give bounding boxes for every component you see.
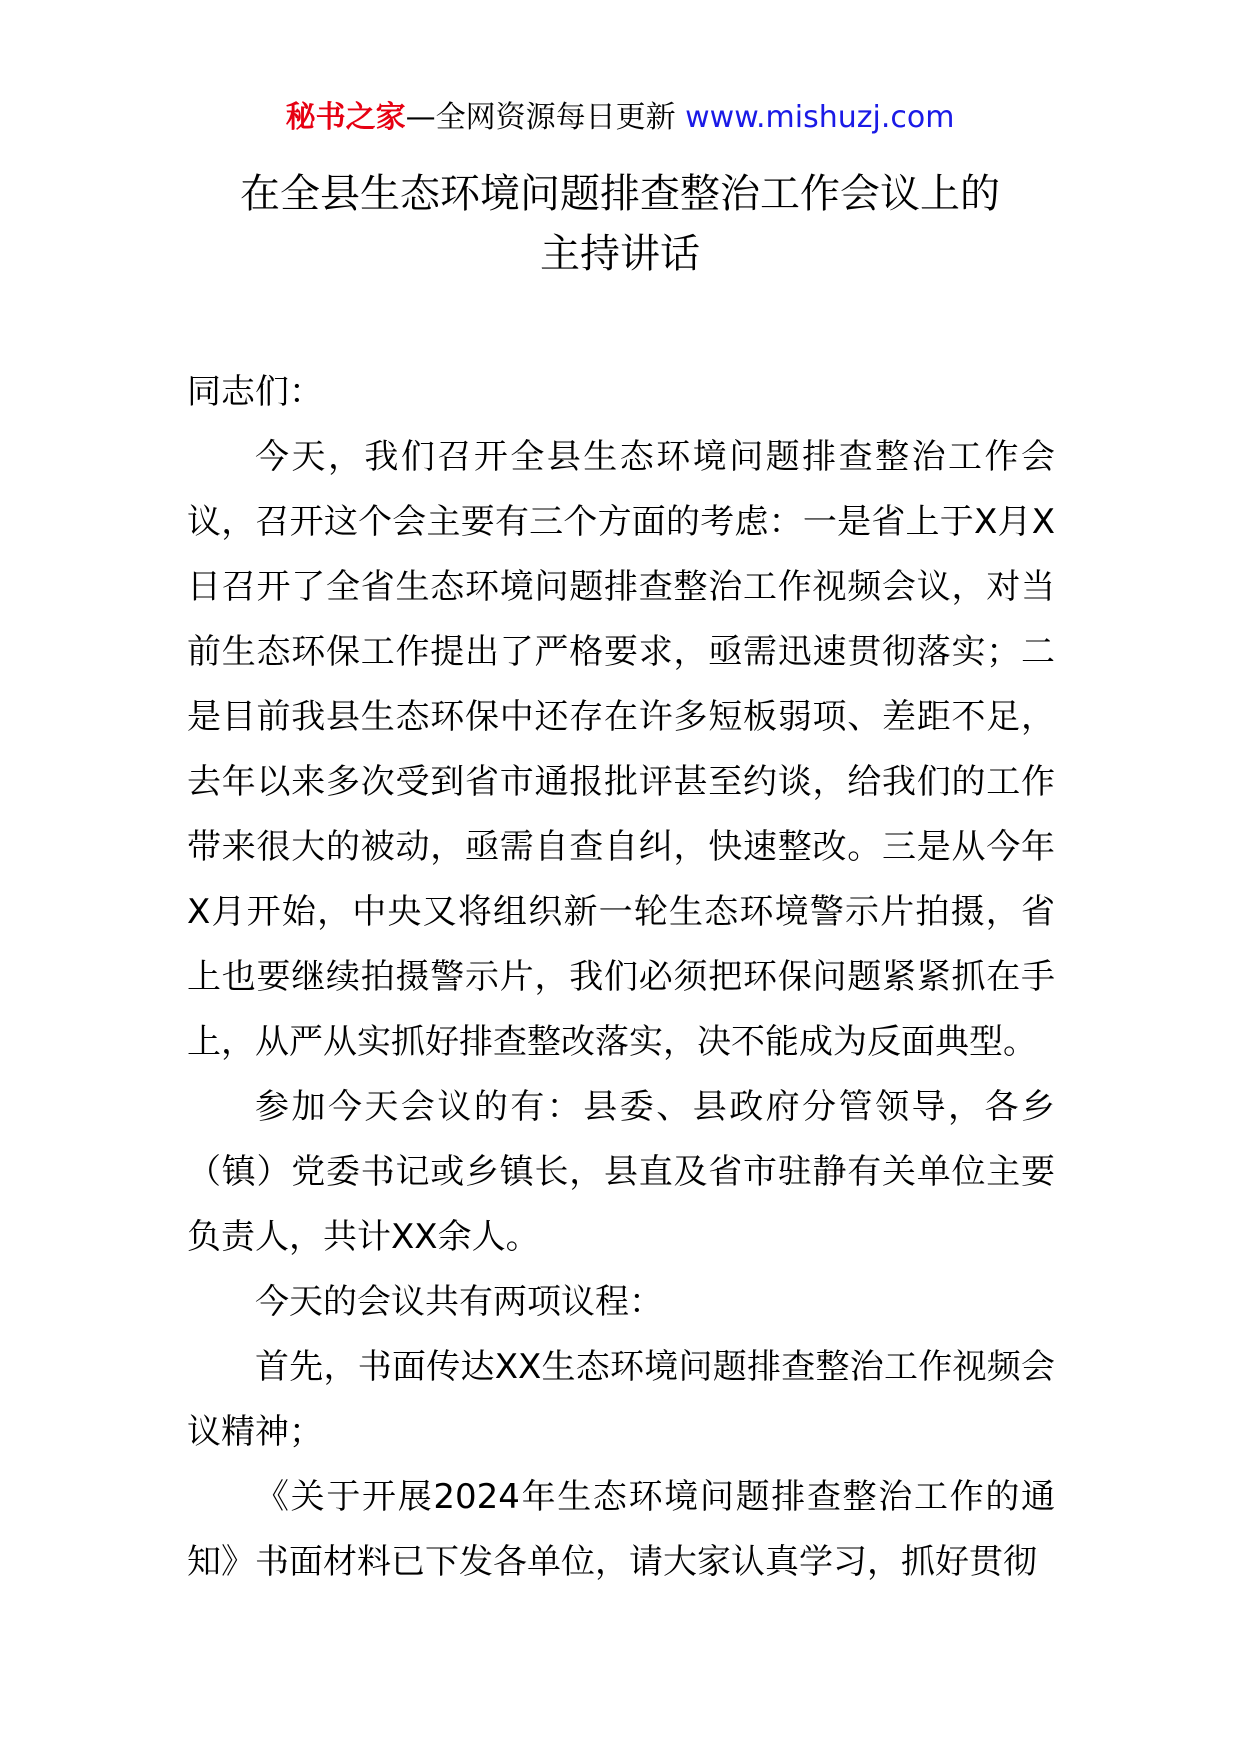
title-line-2: 主持讲话 [540, 231, 700, 277]
document-title [0, 164, 1240, 284]
site-header [0, 98, 1240, 138]
paragraph: 《关于开展2024年生态环境问题排查整治工作的通知》书面材料已下发各单位，请大家认真学习，抓好贯彻 [187, 1477, 1055, 1582]
paragraph: 首先，书面传达XX生态环境问题排查整治工作视频会议精神； [187, 1347, 1055, 1452]
paragraph: 今天，我们召开全县生态环境问题排查整治工作会议，召开这个会主要有三个方面的考虑：一是省上于X月X日召开了全省生态环境问题排查整治工作视频会议，对当前生态环保工作提出了严格要求，亟需迅速贯彻落实；二是目前我县生态环保中还存在许多短板弱项、差距不足，去年以来多次受到省市通报批评甚至约谈，给我们的工作带来很大的被动，亟需自查自纠，快速整改。三是从今年X月开始，中央又将组织新一轮生态环境警示片拍摄，省上也要继续拍摄警示片，我们必须把环保问题紧紧抓在手上，从严从实抓好排查整改落实，决不能成为反面典型。 [187, 437, 1055, 1062]
title-line-1: 在全县生态环境问题排查整治工作会议上的 [240, 171, 1000, 217]
brand-name: 秘书之家 [285, 100, 406, 135]
salutation: 同志们： [187, 372, 323, 412]
document-body [187, 360, 1055, 1595]
paragraph: 今天的会议共有两项议程： [255, 1282, 663, 1322]
header-slogan: —全网资源每日更新 [405, 100, 676, 135]
site-url-link[interactable]: www.mishuzj.com [685, 100, 955, 135]
paragraph: 参加今天会议的有：县委、县政府分管领导，各乡（镇）党委书记或乡镇长，县直及省市驻静有关单位主要负责人，共计XX余人。 [187, 1087, 1055, 1257]
